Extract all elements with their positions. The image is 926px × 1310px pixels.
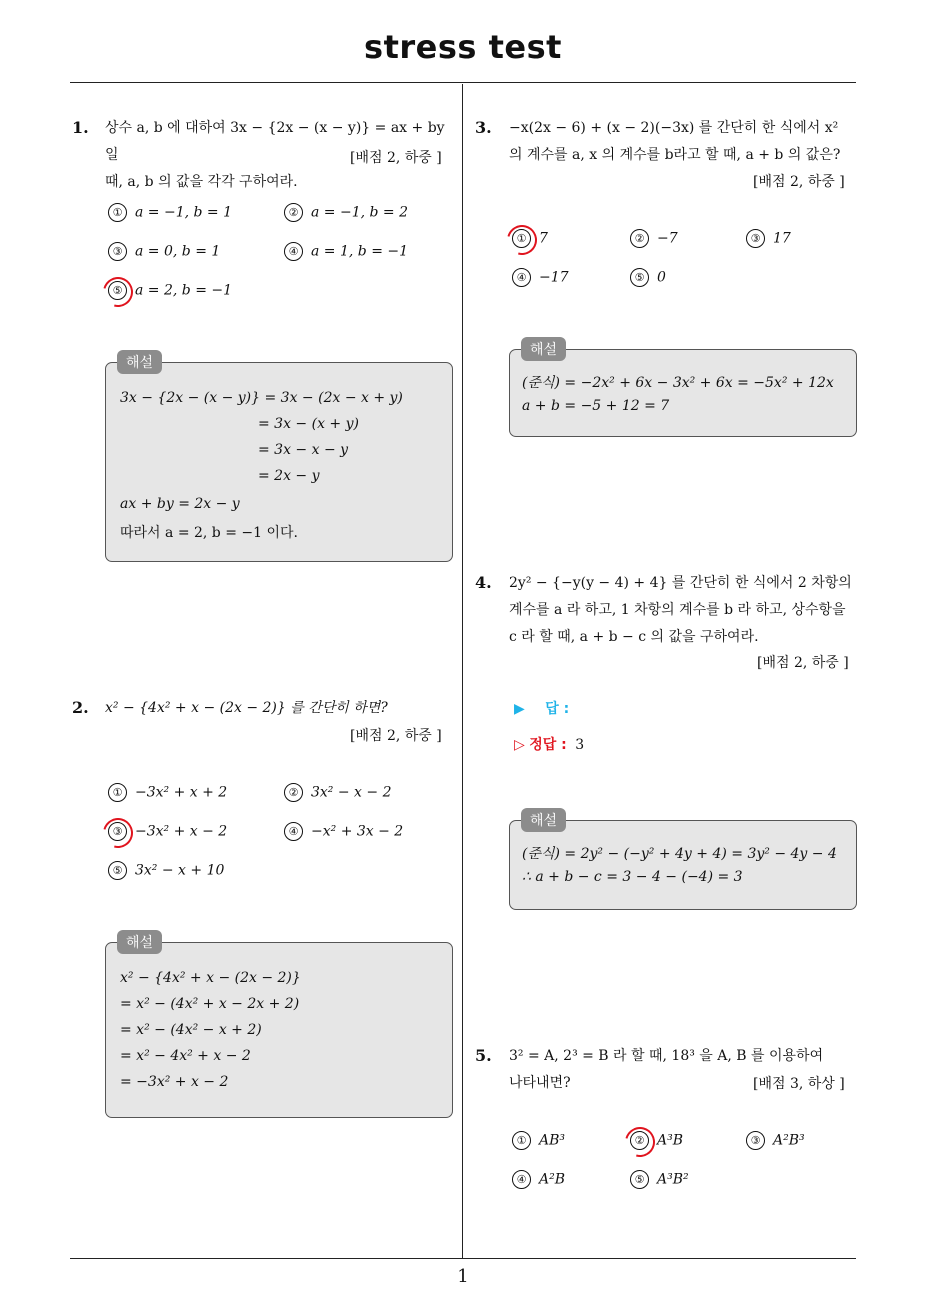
question-text: 상수 a, b 에 대하여 3x − {2x − (x − y)} = ax + by 일: [105, 120, 445, 163]
option-marker: ④: [284, 242, 303, 261]
option-marker: ③: [108, 822, 127, 841]
score-label: [배점 2, 하중 ]: [350, 150, 442, 166]
option-marker: ③: [746, 1131, 765, 1150]
solution-tag: 해설: [117, 350, 162, 374]
correct-label: 정답 :: [529, 737, 567, 753]
score-label: [배점 2, 하중 ]: [753, 174, 845, 190]
solution-tag: 해설: [521, 337, 566, 361]
answer-mark: [98, 813, 139, 854]
correct-answer-row: [514, 734, 584, 754]
option-1[interactable]: ① a = −1, b = 1: [108, 203, 232, 222]
solution-tag: 해설: [117, 930, 162, 954]
option-2[interactable]: ② a = −1, b = 2: [284, 203, 408, 222]
option-marker: ②: [284, 783, 303, 802]
correct-value: 3: [575, 737, 585, 753]
score-label: [배점 2, 하중 ]: [757, 655, 849, 671]
outline-play-icon: ▷: [514, 737, 525, 753]
solution-line: = 2x − y: [258, 468, 320, 484]
play-icon: ▶: [514, 701, 525, 717]
bottom-rule: [70, 1258, 856, 1259]
option-marker: ①: [512, 229, 531, 248]
solution-line: ax + by = 2x − y: [120, 496, 240, 512]
answer-row: [514, 698, 569, 718]
option-marker: ③: [746, 229, 765, 248]
column-divider: [462, 84, 463, 1258]
option-2[interactable]: ② −7: [630, 229, 678, 248]
solution-line: = 3x − (x + y): [258, 416, 359, 432]
option-2[interactable]: ② A³B: [630, 1131, 683, 1150]
solution-box: [509, 820, 857, 910]
option-4[interactable]: ④ −x² + 3x − 2: [284, 822, 403, 841]
question-text: 의 계수를 a, x 의 계수를 b라고 할 때, a + b 의 값은?: [509, 147, 841, 163]
question-text: 때, a, b 의 값을 각각 구하여라.: [105, 174, 298, 190]
question-text: 계수를 a 라 하고, 1 차항의 계수를 b 라 하고, 상수항을: [509, 602, 846, 618]
solution-line: 3x − {2x − (x − y)} = 3x − (2x − x + y): [120, 390, 403, 406]
question-number: 3.: [475, 118, 492, 137]
question-text: x² − {4x² + x − (2x − 2)} 를 간단히 하면?: [105, 700, 388, 716]
question-number: 1.: [72, 118, 89, 137]
option-marker: ③: [108, 242, 127, 261]
option-1[interactable]: ① AB³: [512, 1131, 565, 1150]
solution-line: a + b = −5 + 12 = 7: [522, 398, 670, 414]
question-number: 5.: [475, 1046, 492, 1065]
option-3[interactable]: ③ a = 0, b = 1: [108, 242, 220, 261]
solution-line: = x² − 4x² + x − 2: [120, 1048, 251, 1064]
answer-mark: [502, 220, 543, 261]
question-text: −x(2x − 6) + (x − 2)(−3x) 를 간단히 한 식에서 x²: [509, 120, 839, 136]
answer-label: 답 :: [545, 701, 570, 717]
option-1[interactable]: ① 7: [512, 229, 548, 248]
option-marker: ⑤: [108, 861, 127, 880]
option-5[interactable]: ⑤ A³B²: [630, 1170, 689, 1189]
option-4[interactable]: ④ a = 1, b = −1: [284, 242, 408, 261]
solution-line: (준식) = 2y² − (−y² + 4y + 4) = 3y² − 4y − 4: [522, 846, 837, 862]
solution-line: x² − {4x² + x − (2x − 2)}: [120, 970, 301, 986]
score-label: [배점 3, 하상 ]: [753, 1076, 845, 1092]
answer-mark: [620, 1122, 661, 1163]
question-text: 2y² − {−y(y − 4) + 4} 를 간단히 한 식에서 2 차항의: [509, 575, 852, 591]
option-marker: ④: [512, 1170, 531, 1189]
page-title: stress test: [364, 28, 562, 66]
question-number: 4.: [475, 573, 492, 592]
solution-line: 따라서 a = 2, b = −1 이다.: [120, 525, 298, 541]
option-marker: ⑤: [630, 1170, 649, 1189]
solution-box: [509, 349, 857, 437]
option-5[interactable]: ⑤ 3x² − x + 10: [108, 861, 224, 880]
solution-line: = x² − (4x² + x − 2x + 2): [120, 996, 300, 1012]
option-marker: ①: [108, 203, 127, 222]
option-3[interactable]: ③ −3x² + x − 2: [108, 822, 227, 841]
score-label: [배점 2, 하중 ]: [350, 728, 442, 744]
option-5[interactable]: ⑤ 0: [630, 268, 666, 287]
option-marker: ②: [284, 203, 303, 222]
option-marker: ①: [512, 1131, 531, 1150]
option-3[interactable]: ③ A²B³: [746, 1131, 805, 1150]
solution-line: (준식) = −2x² + 6x − 3x² + 6x = −5x² + 12x: [522, 375, 834, 391]
option-2[interactable]: ② 3x² − x − 2: [284, 783, 391, 802]
option-marker: ②: [630, 229, 649, 248]
question-text: 3² = A, 2³ = B 라 할 때, 18³ 을 A, B 를 이용하여: [509, 1048, 824, 1064]
question-number: 2.: [72, 698, 89, 717]
solution-line: = x² − (4x² − x + 2): [120, 1022, 262, 1038]
option-marker: ②: [630, 1131, 649, 1150]
answer-mark: [98, 272, 139, 313]
question-text: 나타내면?: [509, 1075, 571, 1091]
option-marker: ⑤: [630, 268, 649, 287]
option-marker: ④: [512, 268, 531, 287]
solution-tag: 해설: [521, 808, 566, 832]
solution-line: = 3x − x − y: [258, 442, 349, 458]
option-marker: ④: [284, 822, 303, 841]
question-text: c 라 할 때, a + b − c 의 값을 구하여라.: [509, 629, 759, 645]
page-number: 1: [457, 1266, 469, 1287]
option-marker: ①: [108, 783, 127, 802]
option-5[interactable]: ⑤ a = 2, b = −1: [108, 281, 232, 300]
solution-line: = −3x² + x − 2: [120, 1074, 229, 1090]
option-4[interactable]: ④ A²B: [512, 1170, 565, 1189]
option-4[interactable]: ④ −17: [512, 268, 569, 287]
solution-line: ∴ a + b − c = 3 − 4 − (−4) = 3: [522, 869, 743, 885]
top-rule: [70, 82, 856, 83]
option-3[interactable]: ③ 17: [746, 229, 791, 248]
option-marker: ⑤: [108, 281, 127, 300]
option-1[interactable]: ① −3x² + x + 2: [108, 783, 227, 802]
